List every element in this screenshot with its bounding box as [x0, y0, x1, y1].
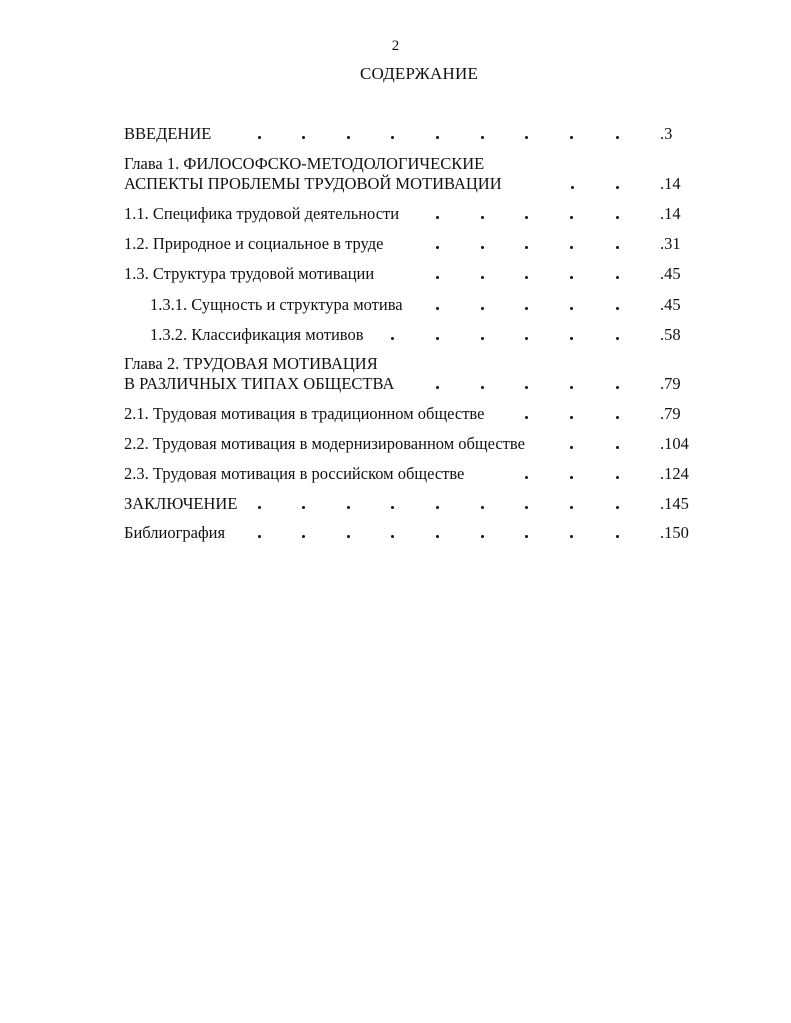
leader-dot — [616, 535, 619, 538]
toc-entry-1-3-1[interactable] — [0, 295, 791, 315]
page-number: 2 — [391, 38, 400, 54]
leader-dot — [481, 386, 484, 389]
leader-dot — [570, 136, 573, 139]
leader-dot — [570, 535, 573, 538]
toc-page-number: .150 — [660, 523, 689, 542]
toc-entry-text: ВВЕДЕНИЕ — [124, 124, 212, 143]
toc-page-number: .45 — [660, 295, 681, 314]
leader-dot — [525, 337, 528, 340]
leader-dot — [525, 476, 528, 479]
leader-dot — [616, 416, 619, 419]
leader-dot — [571, 186, 574, 189]
leader-dot — [616, 186, 619, 189]
leader-dot — [436, 506, 439, 509]
leader-dot — [525, 307, 528, 310]
leader-dot — [616, 136, 619, 139]
toc-entry-1-3[interactable] — [0, 264, 791, 284]
toc-entry-text-line2: АСПЕКТЫ ПРОБЛЕМЫ ТРУДОВОЙ МОТИВАЦИИ — [124, 174, 502, 193]
toc-entry-text-line2: В РАЗЛИЧНЫХ ТИПАХ ОБЩЕСТВА — [124, 374, 395, 393]
leader-dot — [570, 216, 573, 219]
leader-dot — [570, 446, 573, 449]
toc-page-number: .31 — [660, 234, 681, 253]
leader-dot — [570, 416, 573, 419]
leader-dot — [616, 476, 619, 479]
page-title: СОДЕРЖАНИЕ — [359, 64, 479, 83]
leader-dot — [436, 136, 439, 139]
leader-dot — [436, 337, 439, 340]
leader-dot — [391, 535, 394, 538]
leader-dot — [616, 446, 619, 449]
leader-dot — [481, 337, 484, 340]
leader-dot — [525, 246, 528, 249]
toc-entry-bibliography[interactable] — [0, 523, 791, 543]
leader-dot — [616, 276, 619, 279]
leader-dot — [570, 506, 573, 509]
leader-dot — [525, 216, 528, 219]
leader-dot — [481, 136, 484, 139]
toc-entry-text: 1.3. Структура трудовой мотивации — [124, 264, 375, 283]
toc-entry-text-line1: Глава 2. ТРУДОВАЯ МОТИВАЦИЯ — [124, 354, 378, 373]
leader-dot — [436, 276, 439, 279]
toc-entry-introduction[interactable] — [0, 124, 791, 144]
toc-entry-1-3-2[interactable] — [0, 325, 791, 345]
toc-entry-2-2[interactable] — [0, 434, 791, 454]
toc-page-number: .104 — [660, 434, 689, 453]
leader-dot — [616, 386, 619, 389]
toc-entry-text: ЗАКЛЮЧЕНИЕ — [124, 494, 238, 513]
leader-dot — [616, 307, 619, 310]
leader-dot — [525, 136, 528, 139]
leader-dot — [302, 136, 305, 139]
leader-dot — [436, 386, 439, 389]
leader-dot — [258, 136, 261, 139]
toc-entry-text: Библиография — [124, 523, 226, 542]
leader-dot — [570, 386, 573, 389]
leader-dot — [481, 216, 484, 219]
toc-entry-chapter-1[interactable] — [0, 154, 791, 194]
toc-entry-text: 2.1. Трудовая мотивация в традиционном обществе — [124, 404, 485, 423]
toc-page-number: .14 — [660, 174, 681, 193]
toc-entry-text: 1.2. Природное и социальное в труде — [124, 234, 384, 253]
leader-dot — [347, 136, 350, 139]
leader-dot — [481, 276, 484, 279]
leader-dot — [616, 506, 619, 509]
toc-page-number: .14 — [660, 204, 681, 223]
leader-dot — [436, 535, 439, 538]
toc-entry-chapter-2[interactable] — [0, 354, 791, 394]
leader-dot — [302, 535, 305, 538]
leader-dot — [525, 416, 528, 419]
leader-dot — [481, 535, 484, 538]
leader-dot — [570, 276, 573, 279]
leader-dot — [525, 535, 528, 538]
leader-dot — [525, 506, 528, 509]
leader-dot — [570, 337, 573, 340]
toc-entry-text: 1.1. Специфика трудовой деятельности — [124, 204, 400, 223]
leader-dot — [616, 246, 619, 249]
leader-dot — [570, 246, 573, 249]
leader-dot — [481, 307, 484, 310]
leader-dot — [436, 216, 439, 219]
leader-dot — [258, 535, 261, 538]
toc-page-number: .79 — [660, 404, 681, 423]
leader-dot — [481, 506, 484, 509]
leader-dot — [481, 246, 484, 249]
leader-dot — [258, 506, 261, 509]
leader-dot — [391, 337, 394, 340]
leader-dot — [616, 337, 619, 340]
leader-dot — [616, 216, 619, 219]
toc-entry-conclusion[interactable] — [0, 494, 791, 514]
leader-dot — [347, 506, 350, 509]
leader-dot — [302, 506, 305, 509]
toc-entry-text: 1.3.1. Сущность и структура мотива — [150, 295, 403, 314]
leader-dot — [525, 276, 528, 279]
leader-dot — [570, 476, 573, 479]
toc-entry-text: 2.3. Трудовая мотивация в российском обществе — [124, 464, 465, 483]
toc-entry-text: 2.2. Трудовая мотивация в модернизированном обществе — [124, 434, 525, 453]
toc-page-number: .79 — [660, 374, 681, 393]
toc-entry-2-1[interactable] — [0, 404, 791, 424]
leader-dot — [391, 506, 394, 509]
toc-entry-2-3[interactable] — [0, 464, 791, 484]
toc-entry-text-line1: Глава 1. ФИЛОСОФСКО-МЕТОДОЛОГИЧЕСКИЕ — [124, 154, 485, 173]
leader-dot — [570, 307, 573, 310]
leader-dot — [347, 535, 350, 538]
toc-page-number: .3 — [660, 124, 673, 143]
toc-page-number: .45 — [660, 264, 681, 283]
toc-entry-1-2[interactable] — [0, 234, 791, 254]
toc-page-number: .124 — [660, 464, 689, 483]
toc-entry-1-1[interactable] — [0, 204, 791, 224]
toc-entry-text: 1.3.2. Классификация мотивов — [150, 325, 364, 344]
leader-dot — [525, 386, 528, 389]
leader-dot — [436, 307, 439, 310]
leader-dot — [391, 136, 394, 139]
leader-dot — [436, 246, 439, 249]
toc-page-number: .58 — [660, 325, 681, 344]
toc-page-number: .145 — [660, 494, 689, 513]
